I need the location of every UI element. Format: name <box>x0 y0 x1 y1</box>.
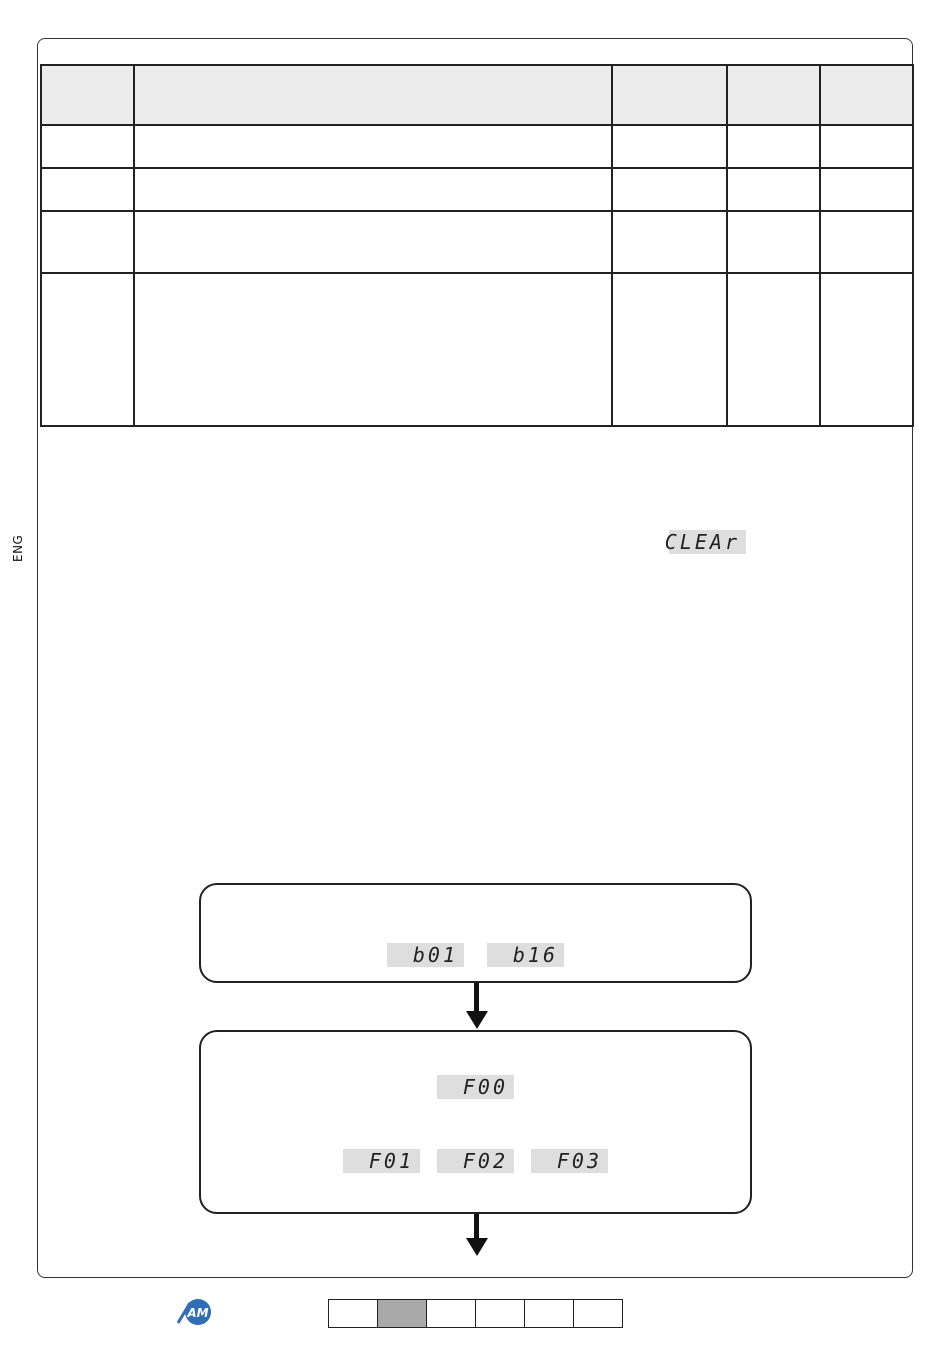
table-row <box>41 211 913 273</box>
page-indicator-cell <box>475 1299 525 1328</box>
table-cell <box>41 168 134 211</box>
table-cell <box>727 125 820 168</box>
table-cell <box>612 211 727 273</box>
flow-arrow-line <box>474 983 479 1013</box>
table-row <box>41 168 913 211</box>
display-f01: F01 <box>343 1149 420 1173</box>
table-cell <box>41 273 134 426</box>
clear-display: CLEAr <box>669 530 746 554</box>
page-indicator-cell <box>573 1299 623 1328</box>
table-header-cell <box>612 65 727 125</box>
page-indicator-cell <box>426 1299 476 1328</box>
page-indicator-cell <box>524 1299 574 1328</box>
table-cell <box>727 168 820 211</box>
brand-logo-text: AM <box>187 1306 209 1320</box>
table-cell <box>134 125 612 168</box>
page-indicator-cell <box>328 1299 378 1328</box>
parameter-table <box>40 64 914 427</box>
table-row <box>41 125 913 168</box>
table-header-cell <box>820 65 913 125</box>
table-header-cell <box>727 65 820 125</box>
table-header-cell <box>134 65 612 125</box>
table-cell <box>612 125 727 168</box>
table-row <box>41 273 913 426</box>
table-cell <box>41 125 134 168</box>
down-arrow-icon <box>466 1011 488 1029</box>
display-f00: F00 <box>437 1075 514 1099</box>
table-cell <box>134 168 612 211</box>
table-cell <box>820 168 913 211</box>
flow-step-1-box <box>199 883 752 983</box>
display-f03: F03 <box>531 1149 608 1173</box>
table-cell <box>820 125 913 168</box>
table-cell <box>612 168 727 211</box>
table-cell <box>820 211 913 273</box>
display-f02: F02 <box>437 1149 514 1173</box>
table-cell <box>612 273 727 426</box>
flow-step-2-box <box>199 1030 752 1214</box>
table-cell <box>820 273 913 426</box>
table-cell <box>134 273 612 426</box>
display-b01: b01 <box>387 943 464 967</box>
flow-arrow-line <box>474 1214 479 1240</box>
page-indicator-cell-active <box>377 1299 427 1328</box>
table-cell <box>727 211 820 273</box>
table-header-row <box>41 65 913 125</box>
table-cell <box>727 273 820 426</box>
language-label: ENG <box>11 534 25 562</box>
table-cell <box>41 211 134 273</box>
down-arrow-icon <box>466 1238 488 1256</box>
page-indicator <box>329 1299 623 1328</box>
brand-logo-icon <box>176 1297 214 1327</box>
table-header-cell <box>41 65 134 125</box>
table-cell <box>134 211 612 273</box>
display-b16: b16 <box>487 943 564 967</box>
